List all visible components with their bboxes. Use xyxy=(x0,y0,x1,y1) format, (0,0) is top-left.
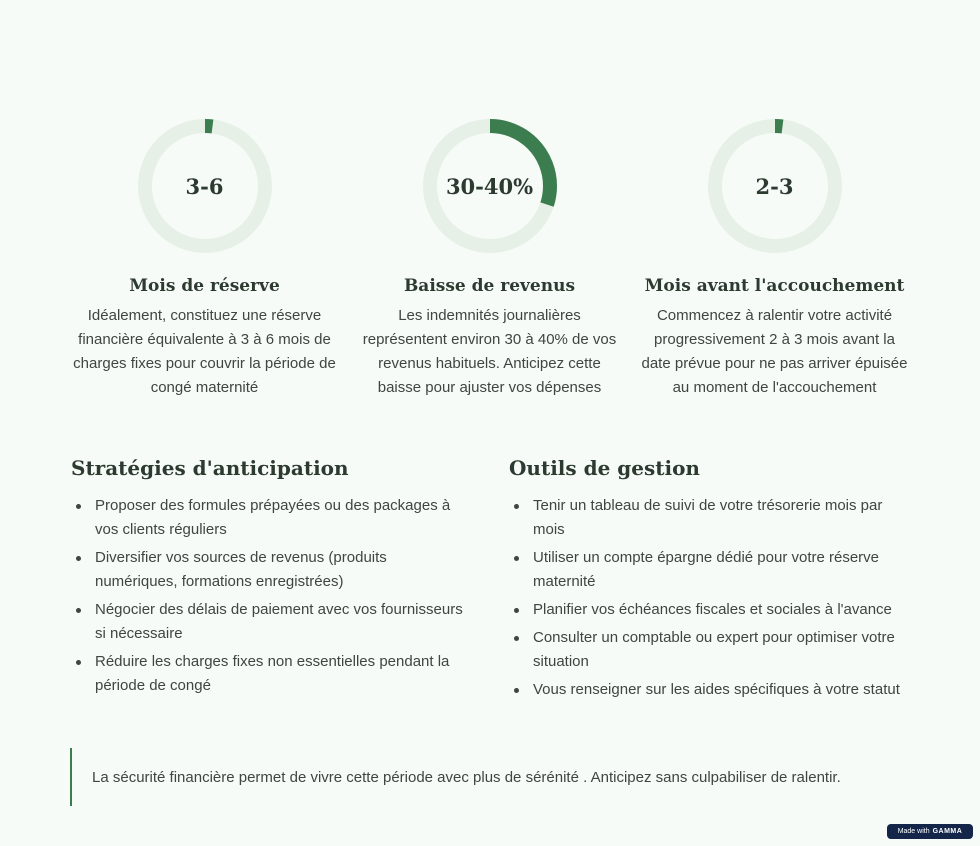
stat-card xyxy=(347,118,632,400)
tools-heading: Outils de gestion xyxy=(509,456,700,480)
quote-callout xyxy=(70,748,910,806)
progress-ring xyxy=(422,118,558,254)
badge-brand: GAMMA xyxy=(932,828,963,835)
list-item: Utiliser un compte épargne dédié pour votre réserve maternité xyxy=(509,546,909,594)
stat-description: Les indemnités journalières représentent environ 30 à 40% de vos revenus habituels. Anticipez cette baisse pour ajuster vos dépenses xyxy=(362,307,617,396)
list-item: Vous renseigner sur les aides spécifiques à votre statut xyxy=(509,678,909,702)
stat-description: Commencez à ralentir votre activité progressivement 2 à 3 mois avant la date prévue pour ne pas arriver épuisée au moment de l'accouchement xyxy=(641,307,908,396)
stat-title: Mois avant l'accouchement xyxy=(644,276,905,296)
list-item: Planifier vos échéances fiscales et sociales à l'avance xyxy=(509,598,909,622)
stat-title: Mois de réserve xyxy=(129,276,280,296)
list-item: Négocier des délais de paiement avec vos fournisseurs si nécessaire xyxy=(71,598,471,646)
list-item: Tenir un tableau de suivi de votre trésorerie mois par mois xyxy=(509,494,909,542)
progress-ring xyxy=(707,118,843,254)
stat-card xyxy=(62,118,347,400)
strategies-section xyxy=(71,454,471,702)
tools-section xyxy=(509,454,909,706)
stat-title: Baisse de revenus xyxy=(403,276,576,296)
stat-value: 3-6 xyxy=(185,173,224,199)
stats-row xyxy=(62,118,918,400)
list-item: Consulter un comptable ou expert pour optimiser votre situation xyxy=(509,626,909,674)
strategies-heading: Stratégies d'anticipation xyxy=(71,456,349,480)
list-item: Réduire les charges fixes non essentielles pendant la période de congé xyxy=(71,650,471,698)
list-item: Proposer des formules prépayées ou des packages à vos clients réguliers xyxy=(71,494,471,542)
list-item: Diversifier vos sources de revenus (produits numériques, formations enregistrées) xyxy=(71,546,471,594)
made-with-gamma-badge[interactable] xyxy=(887,824,973,839)
tools-list xyxy=(509,494,909,702)
stat-value: 2-3 xyxy=(755,173,794,199)
strategies-list xyxy=(71,494,471,698)
badge-prefix: Made with xyxy=(897,828,930,835)
progress-ring xyxy=(137,118,273,254)
stat-card xyxy=(632,118,917,400)
quote-text: La sécurité financière permet de vivre cette période avec plus de sérénité . Anticipez sans culpabiliser de ralentir. xyxy=(92,768,841,786)
stat-value: 30-40% xyxy=(445,173,534,199)
stat-description: Idéalement, constituez une réserve financière équivalente à 3 à 6 mois de charges fixes pour couvrir la période de congé maternité xyxy=(73,307,336,396)
